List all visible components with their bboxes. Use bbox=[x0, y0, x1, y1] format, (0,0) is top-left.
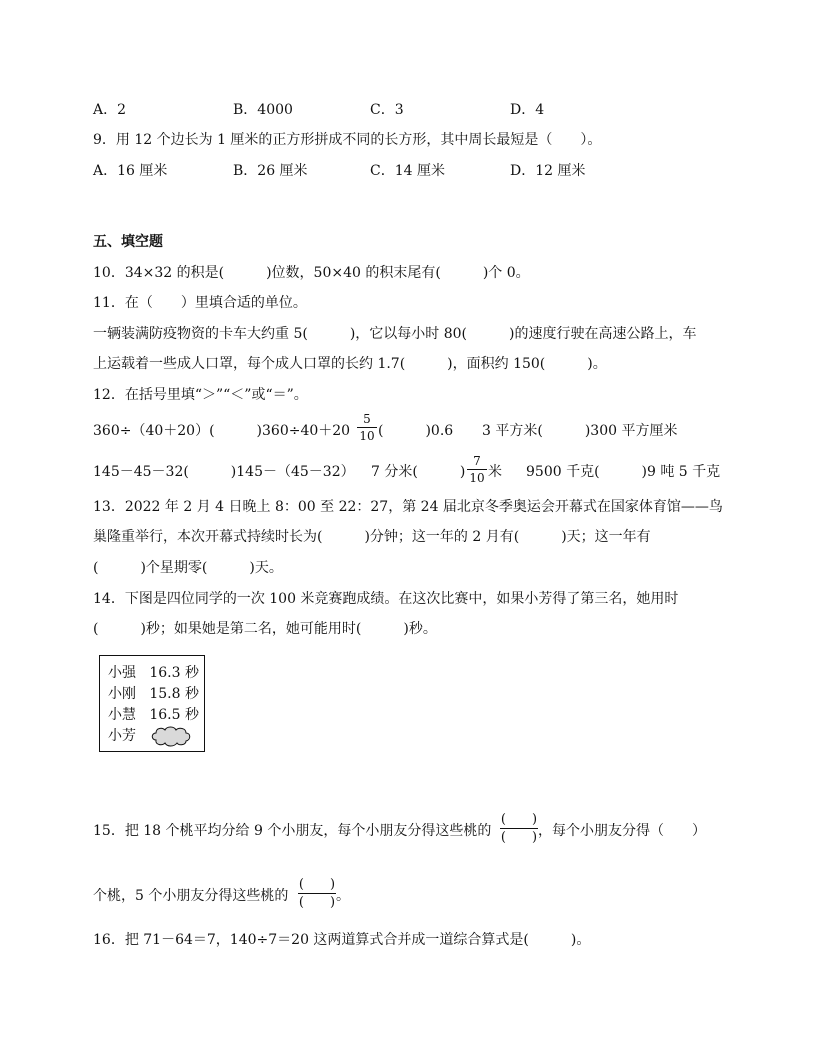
q12-r2-c1: 145－45－32( )145－（45－32） bbox=[93, 464, 355, 480]
fraction-denominator: ( ) bbox=[500, 830, 538, 845]
q12-r2-unit: 米 bbox=[488, 464, 502, 480]
student-name: 小芳 bbox=[108, 728, 136, 744]
q15-part2: ，每个小朋友分得（ ） bbox=[538, 823, 706, 839]
q9-option-d: D．12 厘米 bbox=[510, 163, 586, 179]
q8-option-b: B．4000 bbox=[233, 102, 293, 118]
q14-line2: ( )秒；如果她是第二名，她可能用时( )秒。 bbox=[93, 621, 437, 637]
q9-option-a: A．16 厘米 bbox=[93, 163, 168, 179]
q9-stem: 9．用 12 个边长为 1 厘米的正方形拼成不同的长方形，其中周长最短是（ ）。 bbox=[93, 132, 602, 148]
q12-r2-c2: 7 分米( ) bbox=[371, 464, 466, 480]
q9-option-c: C．14 厘米 bbox=[370, 163, 445, 179]
q9-option-b: B．26 厘米 bbox=[233, 163, 308, 179]
q13-line2: 巢隆重举行，本次开幕式持续时长为( )分钟；这一年的 2 月有( )天；这一年有 bbox=[93, 529, 651, 545]
q12-stem: 12．在括号里填“＞”“＜”或“＝”。 bbox=[93, 387, 308, 403]
q15-part3: 个桃，5 个小朋友分得这些桃的 bbox=[93, 888, 289, 904]
q11-stem: 11．在（ ）里填合适的单位。 bbox=[93, 295, 307, 311]
q12-r1-c2: ( )0.6 bbox=[378, 423, 454, 439]
student-name: 小慧 bbox=[108, 707, 136, 723]
fraction-bar bbox=[298, 893, 336, 894]
score-row bbox=[108, 726, 136, 746]
q10-text: 10．34×32 的积是( )位数，50×40 的积末尾有( )个 0。 bbox=[93, 265, 530, 281]
q11-line1: 一辆装满防疫物资的卡车大约重 5( )，它以每小时 80( )的速度行驶在高速公路上，车 bbox=[93, 326, 697, 342]
q11-line2: 上运载着一些成人口罩，每个成人口罩的长约 1.7( )，面积约 150( )。 bbox=[93, 356, 607, 372]
q15-fraction-2 bbox=[298, 877, 336, 910]
q12-r1-fraction bbox=[357, 412, 377, 443]
score-row bbox=[108, 684, 199, 704]
q8-option-d: D．4 bbox=[510, 102, 545, 118]
q13-line3: ( )个星期零( )天。 bbox=[93, 560, 283, 576]
q16-text: 16．把 71－64＝7，140÷7＝20 这两道算式合并成一道综合算式是( )。 bbox=[93, 932, 591, 948]
student-time: 16.3 秒 bbox=[149, 665, 199, 681]
q15-fraction-1 bbox=[500, 812, 538, 845]
q14-line1: 14．下图是四位同学的一次 100 米竞赛跑成绩。在这次比赛中，如果小芳得了第三名，她用时 bbox=[93, 591, 679, 607]
cloud-icon bbox=[150, 724, 192, 748]
student-name: 小强 bbox=[108, 665, 136, 681]
fraction-bar bbox=[357, 427, 377, 428]
q12-r1-c1: 360÷（40＋20）( )360÷40＋20 bbox=[93, 423, 351, 439]
fraction-numerator: 5 bbox=[363, 412, 371, 426]
fraction-denominator: 10 bbox=[359, 429, 375, 443]
q13-line1: 13．2022 年 2 月 4 日晚上 8：00 至 22：27，第 24 届北京冬季奥运会开幕式在国家体育馆——鸟 bbox=[93, 499, 723, 515]
student-name: 小刚 bbox=[108, 686, 136, 702]
student-time: 16.5 秒 bbox=[149, 707, 199, 723]
q8-option-a: A．2 bbox=[93, 102, 127, 118]
q15-part1: 15．把 18 个桃平均分给 9 个小朋友，每个小朋友分得这些桃的 bbox=[93, 823, 492, 839]
section-title: 五、填空题 bbox=[93, 234, 163, 250]
q15-part4: 。 bbox=[336, 888, 350, 904]
fraction-bar bbox=[500, 828, 538, 829]
fraction-bar bbox=[467, 469, 487, 470]
q12-r2-fraction bbox=[467, 454, 487, 485]
fraction-denominator: 10 bbox=[469, 471, 485, 485]
fraction-numerator: 7 bbox=[473, 454, 481, 468]
score-row bbox=[108, 705, 199, 725]
q8-option-c: C．3 bbox=[370, 102, 404, 118]
fraction-denominator: ( ) bbox=[298, 895, 336, 910]
fraction-numerator: ( ) bbox=[500, 812, 538, 827]
q12-r2-c3: 9500 千克( )9 吨 5 千克 bbox=[526, 464, 721, 480]
student-time: 15.8 秒 bbox=[149, 686, 199, 702]
q12-r1-c3: 3 平方米( )300 平方厘米 bbox=[482, 423, 678, 439]
fraction-numerator: ( ) bbox=[298, 877, 336, 892]
score-row bbox=[108, 663, 199, 683]
